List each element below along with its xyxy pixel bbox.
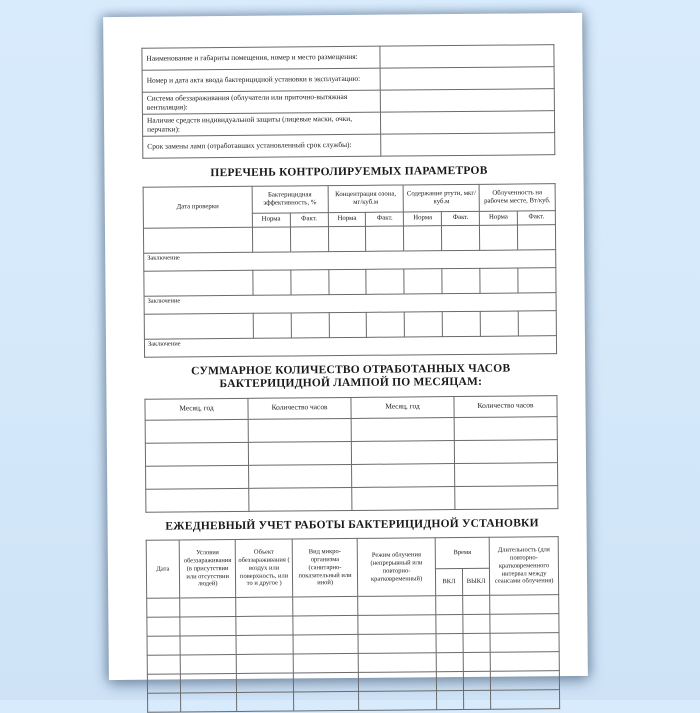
field-label: Наличие средств индивидуальной защиты (лицевые маски, очки, перчатки):	[142, 112, 380, 136]
log-cell	[236, 597, 293, 616]
log-cell	[237, 654, 294, 673]
hours-cell	[249, 464, 352, 488]
log-cell	[463, 690, 490, 709]
log-cell	[490, 652, 559, 672]
measurement-cell	[252, 227, 290, 252]
hours-cell	[248, 418, 351, 442]
column-header-time: Время	[435, 538, 490, 569]
log-cell	[463, 652, 490, 671]
measurement-cell	[480, 311, 518, 336]
hours-cell	[249, 487, 352, 511]
column-header-duration: Длительность (для повторно-кратковременного интервал между сеансами облучения)	[489, 537, 558, 596]
title-line: БАКТЕРИЦИДНОЙ ЛАМПОЙ ПО МЕСЯЦАМ:	[219, 375, 483, 391]
hours-cell	[145, 442, 248, 466]
log-cell	[180, 598, 237, 617]
table-header-row	[143, 183, 555, 214]
measurement-cell	[442, 311, 480, 336]
log-cell	[180, 617, 237, 636]
subheader-fact: Факт.	[517, 210, 555, 224]
log-cell	[436, 672, 463, 691]
hours-cell	[454, 439, 557, 463]
field-value-cell	[380, 67, 555, 91]
conclusion-cell: Заключение	[144, 249, 556, 271]
log-cell	[236, 635, 293, 654]
measurement-cell	[367, 312, 405, 337]
column-header-group: Бактерицидная эффективность, %	[252, 185, 328, 213]
log-cell	[359, 691, 437, 711]
log-cell	[147, 655, 180, 674]
field-label: Номер и дата акта ввода бактерицидной установки в эксплуатацию:	[142, 68, 380, 92]
date-cell	[144, 313, 253, 339]
log-cell	[490, 633, 559, 653]
measurement-cell	[290, 226, 328, 251]
log-cell	[436, 615, 463, 634]
section-title-monthly-hours	[144, 362, 557, 393]
field-value-cell	[380, 111, 555, 135]
column-header-object: Объект обеззараживания ( воздух или поверхность, или то и другое )	[236, 539, 293, 597]
log-cell	[293, 654, 359, 674]
subheader-fact: Факт.	[290, 212, 328, 226]
log-cell	[436, 691, 463, 710]
log-cell	[359, 672, 437, 692]
subheader-fact: Факт.	[442, 211, 480, 225]
measurement-cell	[442, 268, 480, 293]
document-page	[103, 13, 588, 680]
field-value-cell	[380, 89, 555, 113]
registration-table	[141, 44, 555, 159]
log-cell	[180, 674, 237, 693]
conclusion-cell: Заключение	[144, 292, 556, 314]
log-cell	[436, 634, 463, 653]
log-cell	[180, 655, 237, 674]
column-header-group: Концентрация озона, мг/куб.м	[328, 185, 404, 213]
log-cell	[490, 595, 559, 615]
log-cell	[180, 693, 237, 712]
measurement-cell	[518, 310, 556, 335]
subheader-norm: Норма	[404, 211, 442, 225]
log-cell	[148, 693, 181, 712]
log-cell	[359, 653, 437, 673]
measurement-cell	[404, 225, 442, 250]
date-cell	[144, 270, 253, 296]
measurement-cell	[366, 269, 404, 294]
measurement-cell	[480, 225, 518, 250]
table-row	[143, 133, 555, 159]
hours-cell	[248, 441, 351, 465]
section-title-daily-log: ЕЖЕДНЕВНЫЙ УЧЕТ РАБОТЫ БАКТЕРИЦИДНОЙ УСТАНОВКИ	[165, 517, 539, 533]
log-cell	[358, 634, 436, 654]
log-cell	[236, 616, 293, 635]
log-cell	[147, 636, 180, 655]
hours-cell	[146, 488, 249, 512]
log-cell	[237, 673, 294, 692]
measurement-cell	[480, 268, 518, 293]
subheader-time-on: ВКЛ	[435, 569, 462, 596]
log-cell	[436, 653, 463, 672]
measurement-cell	[328, 269, 366, 294]
measurement-cell	[290, 269, 328, 294]
log-cell	[293, 673, 359, 693]
log-cell	[435, 596, 462, 615]
monthly-hours-table	[144, 395, 558, 513]
parameters-table	[143, 183, 557, 358]
date-cell	[143, 227, 252, 253]
measurement-cell	[404, 268, 442, 293]
log-cell	[463, 614, 490, 633]
log-cell	[490, 671, 559, 691]
conclusion-row	[144, 335, 556, 357]
log-cell	[293, 635, 359, 655]
conclusion-cell: Заключение	[144, 335, 556, 357]
log-cell	[147, 617, 180, 636]
column-header: Количество часов	[454, 395, 557, 417]
subheader-norm: Норма	[479, 211, 517, 225]
measurement-cell	[253, 313, 291, 338]
log-cell	[293, 692, 359, 712]
log-cell	[147, 674, 180, 693]
log-cell	[180, 636, 237, 655]
log-cell	[358, 615, 436, 635]
hours-cell	[351, 440, 454, 464]
hours-cell	[351, 417, 454, 441]
field-value-cell	[379, 45, 554, 69]
measurement-cell	[405, 311, 443, 336]
column-header: Количество часов	[248, 397, 351, 419]
hours-cell	[455, 485, 558, 509]
subheader-norm: Норма	[328, 212, 366, 226]
table-header-row	[146, 537, 558, 572]
column-header-group: Облученность на рабочем месте, Вт/куб.	[479, 183, 555, 211]
measurement-row	[143, 224, 555, 253]
column-header-mode: Режим облучения (непрерывный или повторно-кратковременный)	[358, 538, 436, 597]
field-value-cell	[380, 133, 555, 157]
column-header: Месяц, год	[351, 396, 454, 418]
log-cell	[463, 671, 490, 690]
measurement-cell	[329, 312, 367, 337]
measurement-cell	[366, 226, 404, 251]
column-header: Месяц, год	[145, 398, 248, 420]
measurement-cell	[518, 267, 556, 292]
column-header-group: Содержание ртути, мкг/куб.м	[403, 184, 479, 212]
measurement-cell	[291, 312, 329, 337]
field-label: Система обеззараживания (облучатели или приточно-вытяжная вентиляция):	[142, 90, 380, 114]
section-title-parameters: ПЕРЕЧЕНЬ КОНТРОЛИРУЕМЫХ ПАРАМЕТРОВ	[210, 164, 488, 180]
measurement-row	[144, 267, 556, 296]
log-cell	[463, 595, 490, 614]
measurement-row	[144, 310, 556, 339]
column-header-microorganism: Вид микро-организма (санитарно-показательный или иной)	[292, 539, 358, 598]
hours-cell	[145, 419, 248, 443]
column-header-conditions: Условия обеззараживания (в присутствии или отсутствии людей)	[179, 540, 236, 598]
hours-cell	[146, 465, 249, 489]
log-cell	[293, 597, 359, 617]
daily-log-table	[146, 536, 560, 713]
column-header-date: Дата проверки	[143, 186, 252, 228]
measurement-cell	[328, 226, 366, 251]
subheader-time-off: ВЫКЛ	[462, 569, 489, 596]
log-cell	[293, 616, 359, 636]
field-label: Наименование и габариты помещения, номер и место размещения:	[142, 46, 380, 70]
subheader-norm: Норма	[252, 213, 290, 227]
column-header-date: Дата	[146, 540, 179, 598]
field-label: Срок замены ламп (отработавших установленный срок службы):	[143, 134, 381, 158]
log-cell	[147, 598, 180, 617]
hours-cell	[352, 463, 455, 487]
measurement-cell	[253, 270, 291, 295]
measurement-cell	[442, 225, 480, 250]
log-cell	[490, 614, 559, 634]
log-cell	[463, 633, 490, 652]
log-cell	[237, 692, 294, 711]
measurement-cell	[517, 224, 555, 249]
title-line: СУММАРНОЕ КОЛИЧЕСТВО ОТРАБОТАННЫХ ЧАСОВ	[191, 362, 511, 377]
hours-cell	[455, 462, 558, 486]
table-row	[148, 690, 560, 713]
subheader-fact: Факт.	[366, 212, 404, 226]
hours-cell	[454, 416, 557, 440]
table-row	[146, 485, 558, 512]
hours-cell	[352, 486, 455, 510]
log-cell	[358, 596, 436, 616]
